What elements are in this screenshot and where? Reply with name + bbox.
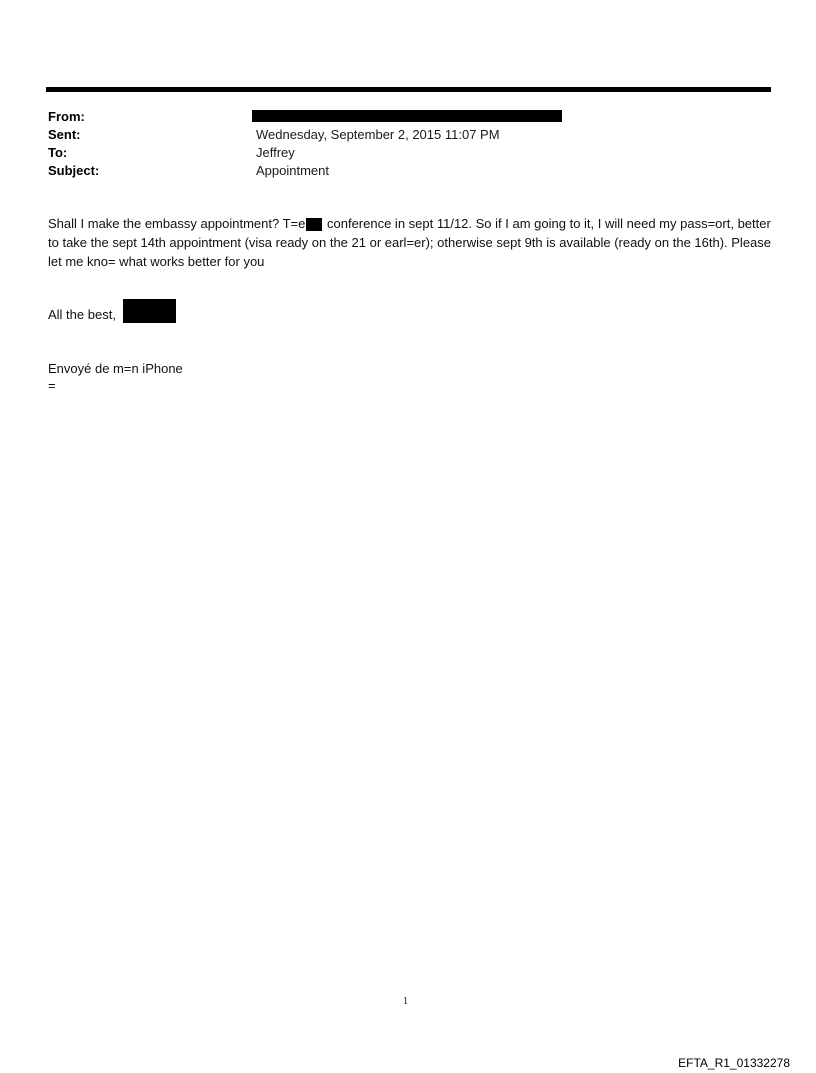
trailing-character: = — [48, 378, 56, 393]
device-signature: Envoyé de m=n iPhone — [48, 361, 183, 376]
to-label: To: — [48, 145, 68, 160]
subject-row — [48, 162, 748, 180]
signature-redaction — [123, 299, 176, 323]
from-row — [48, 108, 748, 126]
sent-value: Wednesday, September 2, 2015 11:07 PM — [256, 127, 500, 142]
subject-label: Subject: — [48, 163, 100, 178]
to-value: Jeffrey — [256, 145, 295, 160]
sent-row — [48, 126, 748, 144]
email-body-part1: Shall I make the embassy appointment? T=e — [48, 216, 306, 231]
subject-value: Appointment — [256, 163, 329, 178]
sent-label: Sent: — [48, 127, 81, 142]
document-id: EFTA_R1_01332278 — [678, 1056, 790, 1070]
to-row — [48, 144, 748, 162]
page-number: 1 — [403, 996, 408, 1007]
from-redaction — [252, 110, 562, 122]
signoff: All the best, — [48, 307, 116, 322]
inline-redaction — [306, 218, 322, 231]
email-body — [48, 214, 776, 271]
header-rule — [46, 87, 771, 92]
email-body-part2: conference in sept 11/12. So if I am going to it, I will need my pass=ort, better to take the sept 14th appointment (visa ready on the 21 or earl=er); otherwise sept 9th is available (ready on the 16th). Please let me kno= what works better for you — [48, 216, 772, 269]
from-label: From: — [48, 109, 85, 124]
